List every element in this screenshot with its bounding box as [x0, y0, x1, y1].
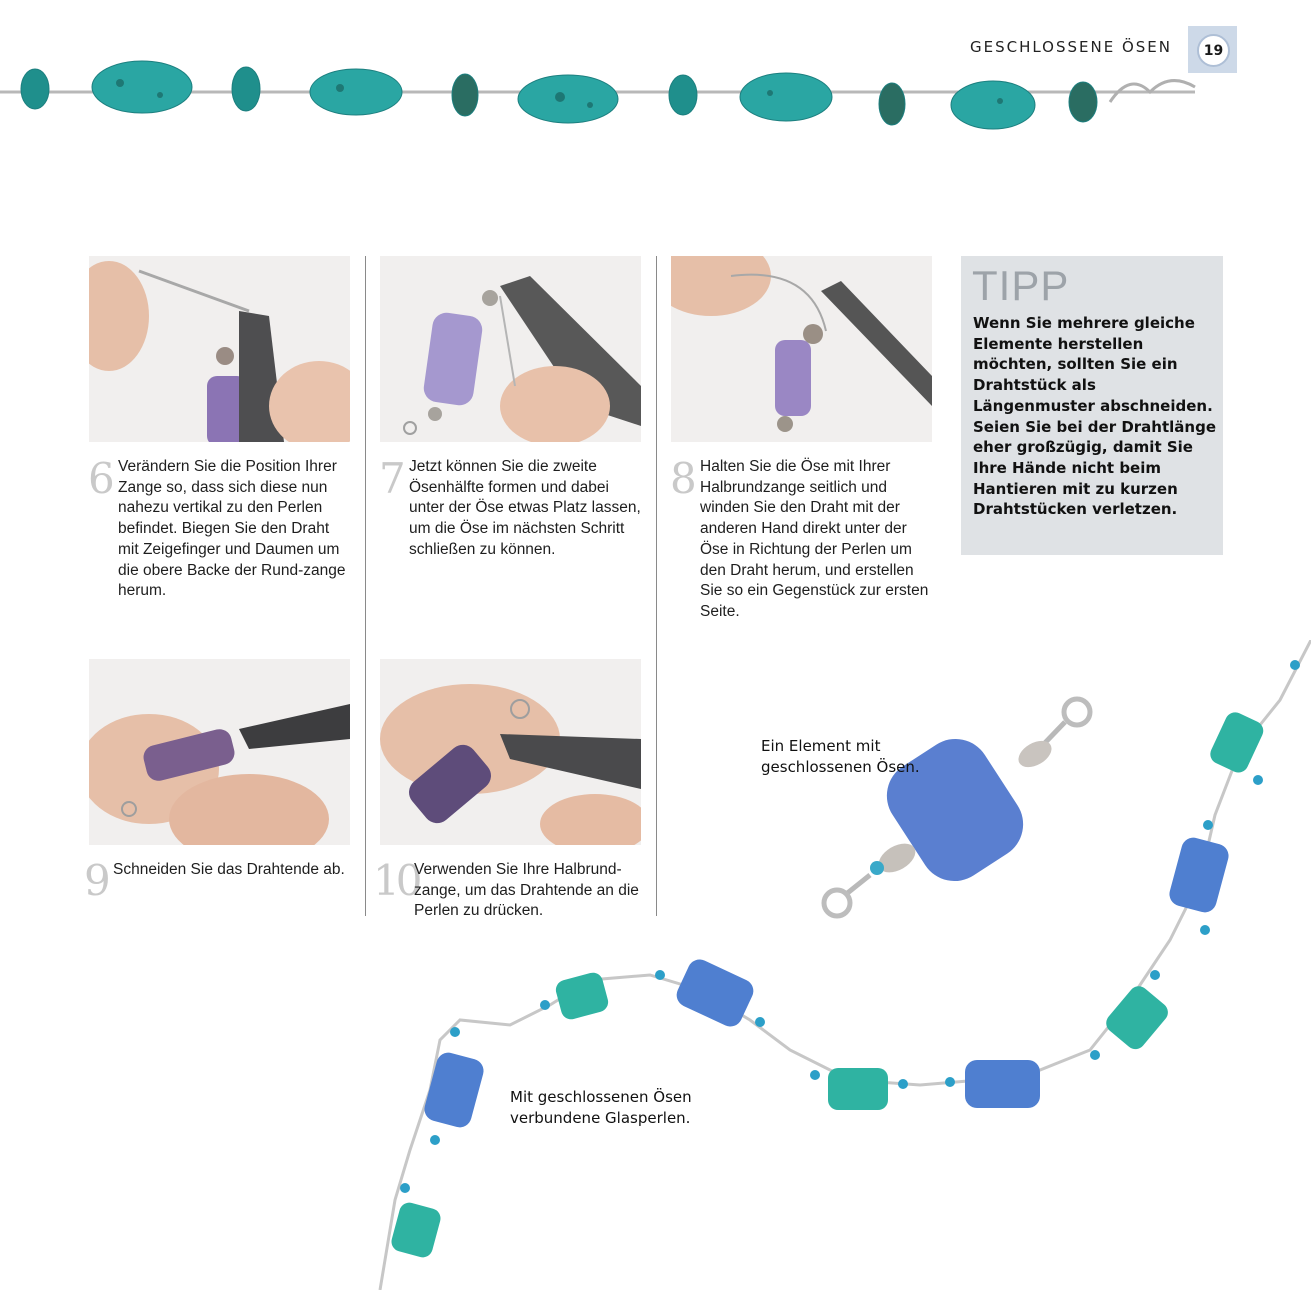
- tip-heading: TIPP: [972, 262, 1070, 309]
- step-6-number: 6: [88, 454, 115, 503]
- step-9-photo: [89, 659, 350, 845]
- page-number: 19: [1197, 34, 1230, 67]
- step-10-number: 10: [373, 856, 419, 905]
- step-10-text: Verwenden Sie Ihre Halbrund-zange, um das Drahtende an die Perlen zu drücken.: [414, 861, 639, 920]
- turquoise-bracelet-photo: [0, 55, 1210, 135]
- glass-bead-chain-photo: [360, 640, 1311, 1290]
- step-8-text: Halten Sie die Öse mit Ihrer Halbrundzange seitlich und winden Sie den Draht mit der anderen Hand direkt unter der Öse in Richtung der Perlen um den Draht herum, und erstellen Sie so ein Gegenstück zur ersten Seite.: [700, 458, 929, 620]
- step-9-number: 9: [84, 856, 111, 905]
- chain-caption: Mit geschlossenen Ösen verbundene Glasperlen.: [510, 1088, 692, 1127]
- element-caption: Ein Element mit geschlossenen Ösen.: [761, 737, 920, 776]
- step-8-photo: [671, 256, 932, 442]
- step-9-text: Schneiden Sie das Drahtende ab.: [113, 861, 345, 878]
- step-8-number: 8: [670, 454, 697, 503]
- step-7-photo: [380, 256, 641, 442]
- tip-text: Wenn Sie mehrere gleiche Elemente herstellen möchten, sollten Sie ein Drahtstück als Längenmuster abschneiden. Seien Sie bei der Drahtlänge eher großzügig, damit Sie Ihre Hände nicht beim Hantieren mit zu kurzen Drahtstücken verletzen.: [973, 314, 1217, 519]
- step-6-photo: [89, 256, 350, 442]
- step-6-text: Verändern Sie die Position Ihrer Zange so, dass sich diese nun nahezu vertikal zu den Perlen befindet. Biegen Sie den Draht mit Zeigefinger und Daumen um die obere Backe der Rund-zange herum.: [118, 458, 346, 600]
- step-7-text: Jetzt können Sie die zweite Ösenhälfte formen und dabei unter der Öse etwas Platz lassen, um die Öse im nächsten Schritt schließen zu können.: [409, 458, 641, 558]
- step-7-number: 7: [379, 454, 406, 503]
- running-title: GESCHLOSSENE ÖSEN: [969, 38, 1172, 56]
- tip-box: [961, 256, 1223, 555]
